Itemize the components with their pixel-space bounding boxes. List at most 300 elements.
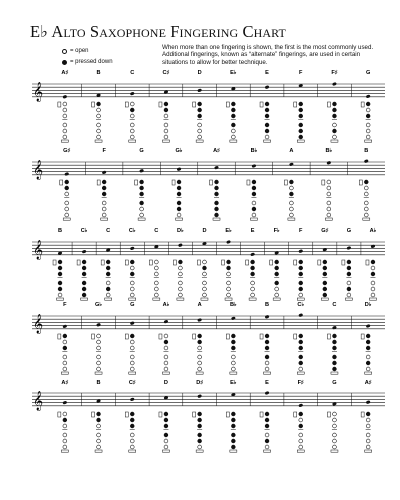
note-head <box>265 391 270 395</box>
pressed-key-icon <box>231 424 235 428</box>
pressed-key-icon <box>299 412 303 416</box>
open-key-icon <box>227 272 231 276</box>
pressed-key-icon <box>265 346 269 350</box>
pressed-key-icon <box>215 192 219 196</box>
pinky-key-icon <box>201 298 208 300</box>
pressed-key-icon <box>265 412 269 416</box>
open-key-icon <box>106 293 110 297</box>
open-key-icon <box>333 418 337 422</box>
open-key-icon <box>364 207 368 211</box>
open-key-icon <box>58 293 62 297</box>
note-name: G <box>365 70 371 76</box>
pressed-key-icon <box>106 272 110 276</box>
open-key-icon <box>97 346 101 350</box>
open-key-icon <box>198 367 202 371</box>
side-key-icon <box>58 102 61 107</box>
pressed-key-icon <box>164 108 168 112</box>
pressed-key-icon <box>231 418 235 422</box>
open-key-icon <box>333 445 337 449</box>
note-cell <box>351 301 372 374</box>
open-key-icon <box>63 135 67 139</box>
side-key-icon <box>159 412 162 417</box>
open-key-icon <box>227 287 231 291</box>
open-key-icon <box>130 367 134 371</box>
pinky-key-icon <box>264 140 271 142</box>
note-name: A <box>289 148 294 154</box>
note-name: A♯ <box>364 380 372 386</box>
open-key-icon <box>203 281 207 285</box>
pressed-key-icon <box>347 272 351 276</box>
note-cell <box>318 302 338 374</box>
open-key-icon <box>265 361 269 365</box>
note-name: E♭ <box>230 70 237 76</box>
note-cell <box>310 147 332 220</box>
pressed-key-icon <box>130 334 134 338</box>
pressed-key-icon <box>299 361 303 365</box>
pressed-key-icon <box>130 424 134 428</box>
open-key-icon <box>333 424 337 428</box>
note-head <box>139 169 144 173</box>
open-key-icon <box>97 123 101 127</box>
note-head <box>102 170 107 174</box>
note-cell <box>115 70 135 142</box>
open-key-icon <box>97 135 101 139</box>
note-head <box>265 85 270 89</box>
note-head <box>332 82 337 86</box>
pinky-key-icon <box>196 140 203 142</box>
pressed-key-icon <box>265 340 269 344</box>
open-key-icon <box>366 355 370 359</box>
open-key-icon <box>227 293 231 297</box>
pressed-key-icon <box>366 102 370 106</box>
pressed-key-icon <box>63 418 67 422</box>
open-key-icon <box>164 445 168 449</box>
open-key-icon <box>364 192 368 196</box>
note-cell <box>250 70 270 142</box>
open-key-icon <box>347 293 351 297</box>
pressed-key-icon <box>198 108 202 112</box>
pinky-key-icon <box>230 140 237 142</box>
note-name: A♯ <box>213 148 220 154</box>
side-key-icon <box>260 102 263 107</box>
pressed-key-icon <box>130 412 134 416</box>
pressed-key-icon <box>299 355 303 359</box>
pressed-key-icon <box>333 340 337 344</box>
side-key-icon <box>318 260 321 265</box>
open-key-icon <box>364 201 368 205</box>
side-key-icon <box>294 102 297 107</box>
open-key-icon <box>203 287 207 291</box>
open-key-icon <box>164 346 168 350</box>
pinky-key-icon <box>273 298 280 300</box>
note-cell <box>149 380 169 452</box>
open-key-icon <box>265 135 269 139</box>
open-key-icon <box>366 439 370 443</box>
pinky-key-icon <box>264 372 271 374</box>
pinky-key-icon <box>297 298 304 300</box>
pinky-key-icon <box>365 372 372 374</box>
open-key-icon <box>299 445 303 449</box>
note-name: B <box>364 148 369 154</box>
pressed-key-icon <box>265 439 269 443</box>
open-key-icon <box>130 293 134 297</box>
pressed-key-icon <box>130 260 134 264</box>
pressed-key-icon <box>164 102 168 106</box>
pressed-key-icon <box>58 272 62 276</box>
side-key-icon <box>226 334 229 339</box>
open-key-icon <box>63 439 67 443</box>
pressed-key-icon <box>177 192 181 196</box>
open-key-icon <box>63 433 67 437</box>
pressed-key-icon <box>177 180 181 184</box>
open-key-icon <box>97 334 101 338</box>
pressed-key-icon <box>164 418 168 422</box>
note-head <box>62 324 67 328</box>
note-name: F <box>102 148 106 154</box>
pinky-key-icon <box>105 298 112 300</box>
pressed-key-icon <box>299 287 303 291</box>
open-key-icon <box>130 433 134 437</box>
note-cell <box>217 379 237 452</box>
note-head <box>250 252 255 256</box>
note-head <box>346 246 351 250</box>
note-name: F <box>63 302 67 308</box>
note-head <box>231 316 236 320</box>
note-cell <box>265 227 281 300</box>
side-key-icon <box>125 102 128 107</box>
side-key-icon <box>173 260 176 265</box>
open-key-icon <box>251 281 255 285</box>
pressed-key-icon <box>299 424 303 428</box>
open-key-icon <box>289 186 293 190</box>
pressed-key-icon <box>323 272 327 276</box>
open-key-icon <box>299 433 303 437</box>
note-name: D♯ <box>196 380 204 386</box>
pressed-key-icon <box>252 207 256 211</box>
side-key-icon <box>246 260 249 265</box>
pressed-key-icon <box>63 346 67 350</box>
open-key-icon <box>289 201 293 205</box>
pressed-key-icon <box>323 266 327 270</box>
pressed-key-icon <box>333 346 337 350</box>
open-key-icon <box>333 123 337 127</box>
pressed-key-icon <box>252 192 256 196</box>
open-key-icon <box>299 439 303 443</box>
pinky-key-icon <box>213 218 220 220</box>
side-key-icon <box>342 260 345 265</box>
open-key-icon <box>97 445 101 449</box>
pressed-key-icon <box>102 186 106 190</box>
side-key-icon <box>101 260 104 265</box>
pinky-key-icon <box>101 218 108 220</box>
note-cell <box>348 148 370 220</box>
pressed-key-icon <box>299 334 303 338</box>
pressed-key-icon <box>251 266 255 270</box>
usage-note: When more than one fingering is shown, the first is the most commonly used. Additional fingerings, known as “alternate” fingerings, are used in certain situations to allow for better technique. <box>162 44 374 66</box>
pressed-key-icon <box>102 192 106 196</box>
open-key-icon <box>63 355 67 359</box>
side-key-icon <box>135 180 138 185</box>
note-head <box>366 400 371 404</box>
open-key-icon <box>164 361 168 365</box>
pressed-key-icon <box>198 439 202 443</box>
note-head <box>298 403 303 407</box>
note-head <box>364 159 369 163</box>
open-key-icon <box>97 355 101 359</box>
pressed-key-icon <box>215 213 219 217</box>
side-key-icon <box>260 334 263 339</box>
pressed-key-icon <box>323 293 327 297</box>
side-key-icon <box>361 334 364 339</box>
pressed-key-icon <box>323 260 327 264</box>
note-name: C <box>130 70 135 76</box>
pressed-key-icon <box>275 281 279 285</box>
pressed-key-icon <box>58 266 62 270</box>
note-name: F♯ <box>297 380 304 386</box>
note-name: G♭ <box>175 148 183 154</box>
note-name: C♭ <box>297 302 305 308</box>
pinky-key-icon <box>297 450 304 452</box>
pressed-key-icon <box>265 355 269 359</box>
open-key-icon <box>154 260 158 264</box>
open-key-icon <box>275 293 279 297</box>
pinky-key-icon <box>63 218 70 220</box>
note-cell <box>235 147 257 220</box>
note-head <box>214 165 219 169</box>
open-key-icon <box>63 361 67 365</box>
side-key-icon <box>359 180 362 185</box>
open-key-icon <box>275 287 279 291</box>
pressed-key-icon <box>198 114 202 118</box>
pressed-key-icon <box>177 186 181 190</box>
pressed-key-icon <box>371 260 375 264</box>
note-cell <box>198 148 220 220</box>
open-key-icon <box>97 424 101 428</box>
note-head <box>298 313 303 317</box>
note-cell <box>337 228 353 300</box>
open-key-icon <box>231 367 235 371</box>
pressed-key-icon <box>299 123 303 127</box>
side-key-icon <box>294 334 297 339</box>
note-cell <box>217 69 237 142</box>
pressed-key-icon <box>366 346 370 350</box>
note-name: F♯ <box>331 70 338 76</box>
pressed-key-icon <box>299 281 303 285</box>
open-key-icon <box>371 293 375 297</box>
open-key-icon <box>130 445 134 449</box>
note-head <box>366 324 371 328</box>
note-name: A♭ <box>162 302 170 308</box>
note-cell <box>273 148 295 220</box>
note-cell <box>82 70 102 142</box>
side-key-icon <box>366 260 369 265</box>
note-name: B <box>265 302 270 308</box>
pinky-key-icon <box>225 298 232 300</box>
note-name: G <box>139 148 144 154</box>
side-key-icon <box>193 102 196 107</box>
pinky-key-icon <box>365 140 372 142</box>
pinky-key-icon <box>61 372 68 374</box>
pinky-key-icon <box>177 298 184 300</box>
note-cell <box>351 380 371 452</box>
pressed-key-icon <box>231 102 235 106</box>
side-key-icon <box>60 180 63 185</box>
pressed-key-icon <box>58 260 62 264</box>
open-key-icon <box>97 340 101 344</box>
note-name: E <box>265 70 269 76</box>
open-key-icon <box>198 445 202 449</box>
open-key-icon <box>327 207 331 211</box>
open-key-icon <box>65 192 69 196</box>
open-key-icon <box>203 260 207 264</box>
pressed-key-icon <box>231 108 235 112</box>
note-cell <box>85 148 107 220</box>
side-key-icon <box>210 180 213 185</box>
open-key-icon <box>198 355 202 359</box>
pressed-key-icon <box>215 207 219 211</box>
open-key-icon <box>130 287 134 291</box>
open-key-icon <box>102 201 106 205</box>
pressed-key-icon <box>299 102 303 106</box>
side-key-icon <box>222 260 225 265</box>
open-key-icon <box>63 445 67 449</box>
side-key-icon <box>327 334 330 339</box>
pressed-key-icon <box>333 355 337 359</box>
note-cell <box>217 227 233 300</box>
open-key-icon <box>130 281 134 285</box>
pressed-key-icon <box>102 180 106 184</box>
pinky-key-icon <box>345 298 352 300</box>
note-head <box>197 88 202 92</box>
pressed-key-icon <box>251 272 255 276</box>
open-key-icon <box>97 433 101 437</box>
note-name: D <box>163 380 168 386</box>
pressed-key-icon <box>231 346 235 350</box>
pressed-key-icon <box>347 266 351 270</box>
legend-open-label: = open <box>70 48 89 54</box>
note-cell <box>318 380 338 452</box>
pressed-key-icon <box>63 334 67 338</box>
open-key-icon <box>227 281 231 285</box>
pinky-key-icon <box>331 372 338 374</box>
pressed-key-icon <box>164 433 168 437</box>
pressed-key-icon <box>203 266 207 270</box>
note-head <box>178 243 183 247</box>
note-cell <box>250 380 270 452</box>
pressed-key-icon <box>265 102 269 106</box>
pinky-key-icon <box>81 298 88 300</box>
note-head <box>177 167 182 171</box>
pinky-key-icon <box>331 140 338 142</box>
note-cell <box>361 227 377 300</box>
pinky-key-icon <box>363 218 370 220</box>
fingering-row <box>32 69 385 142</box>
note-cell <box>217 301 238 374</box>
note-name: A♭ <box>369 228 377 234</box>
open-key-icon <box>164 114 168 118</box>
note-cell <box>53 228 64 300</box>
open-key-icon <box>366 135 370 139</box>
pressed-key-icon <box>366 412 370 416</box>
treble-clef-icon: 𝄞 <box>33 240 44 260</box>
pressed-key-icon <box>82 266 86 270</box>
note-head <box>366 94 371 98</box>
note-head <box>251 164 256 168</box>
pressed-key-icon <box>164 340 168 344</box>
open-key-icon <box>178 287 182 291</box>
open-key-icon <box>178 266 182 270</box>
note-cell <box>160 147 183 220</box>
pinky-key-icon <box>129 372 136 374</box>
open-key-icon <box>63 123 67 127</box>
side-key-icon <box>327 412 330 417</box>
pinky-key-icon <box>153 298 160 300</box>
note-name: G♭ <box>95 302 103 308</box>
open-key-icon <box>140 213 144 217</box>
open-key-icon <box>154 266 158 270</box>
pinky-key-icon <box>249 298 256 300</box>
pinky-key-icon <box>321 298 328 300</box>
pressed-key-icon <box>299 346 303 350</box>
side-key-icon <box>77 260 80 265</box>
note-cell <box>72 227 88 300</box>
open-key-icon <box>130 102 134 106</box>
open-key-icon <box>178 281 182 285</box>
pinky-key-icon <box>61 140 68 142</box>
pinky-key-icon <box>369 298 376 300</box>
note-name: C <box>154 228 159 234</box>
side-key-icon <box>53 260 56 265</box>
side-key-icon <box>226 412 229 417</box>
side-key-icon <box>159 334 162 339</box>
note-cell <box>58 302 69 374</box>
pressed-key-icon <box>177 201 181 205</box>
open-key-icon <box>231 355 235 359</box>
side-key-icon <box>172 180 175 185</box>
treble-clef-icon: 𝄞 <box>33 314 44 334</box>
pressed-key-icon <box>215 186 219 190</box>
open-key-icon <box>265 433 269 437</box>
open-key-icon <box>130 355 134 359</box>
pinky-key-icon <box>129 298 136 300</box>
pressed-key-icon <box>323 287 327 291</box>
open-key-icon <box>366 433 370 437</box>
open-key-icon <box>130 361 134 365</box>
pressed-key-icon <box>164 424 168 428</box>
pinky-key-icon <box>61 450 68 452</box>
pressed-key-icon <box>140 201 144 205</box>
note-cell <box>183 70 203 142</box>
open-key-icon <box>164 367 168 371</box>
open-key-icon <box>63 129 67 133</box>
side-key-icon <box>226 102 229 107</box>
open-key-icon <box>177 213 181 217</box>
pinky-key-icon <box>129 450 136 452</box>
open-key-icon <box>130 266 134 270</box>
open-key-icon <box>333 135 337 139</box>
pressed-key-icon <box>265 123 269 127</box>
pinky-key-icon <box>196 450 203 452</box>
pressed-key-icon <box>231 445 235 449</box>
note-name: E <box>265 380 269 386</box>
pinky-key-icon <box>297 372 304 374</box>
open-key-icon <box>347 281 351 285</box>
side-key-icon <box>322 180 325 185</box>
note-head <box>197 318 202 322</box>
open-key-icon <box>299 418 303 422</box>
note-name: C♯ <box>162 70 170 76</box>
side-key-icon <box>92 334 95 339</box>
